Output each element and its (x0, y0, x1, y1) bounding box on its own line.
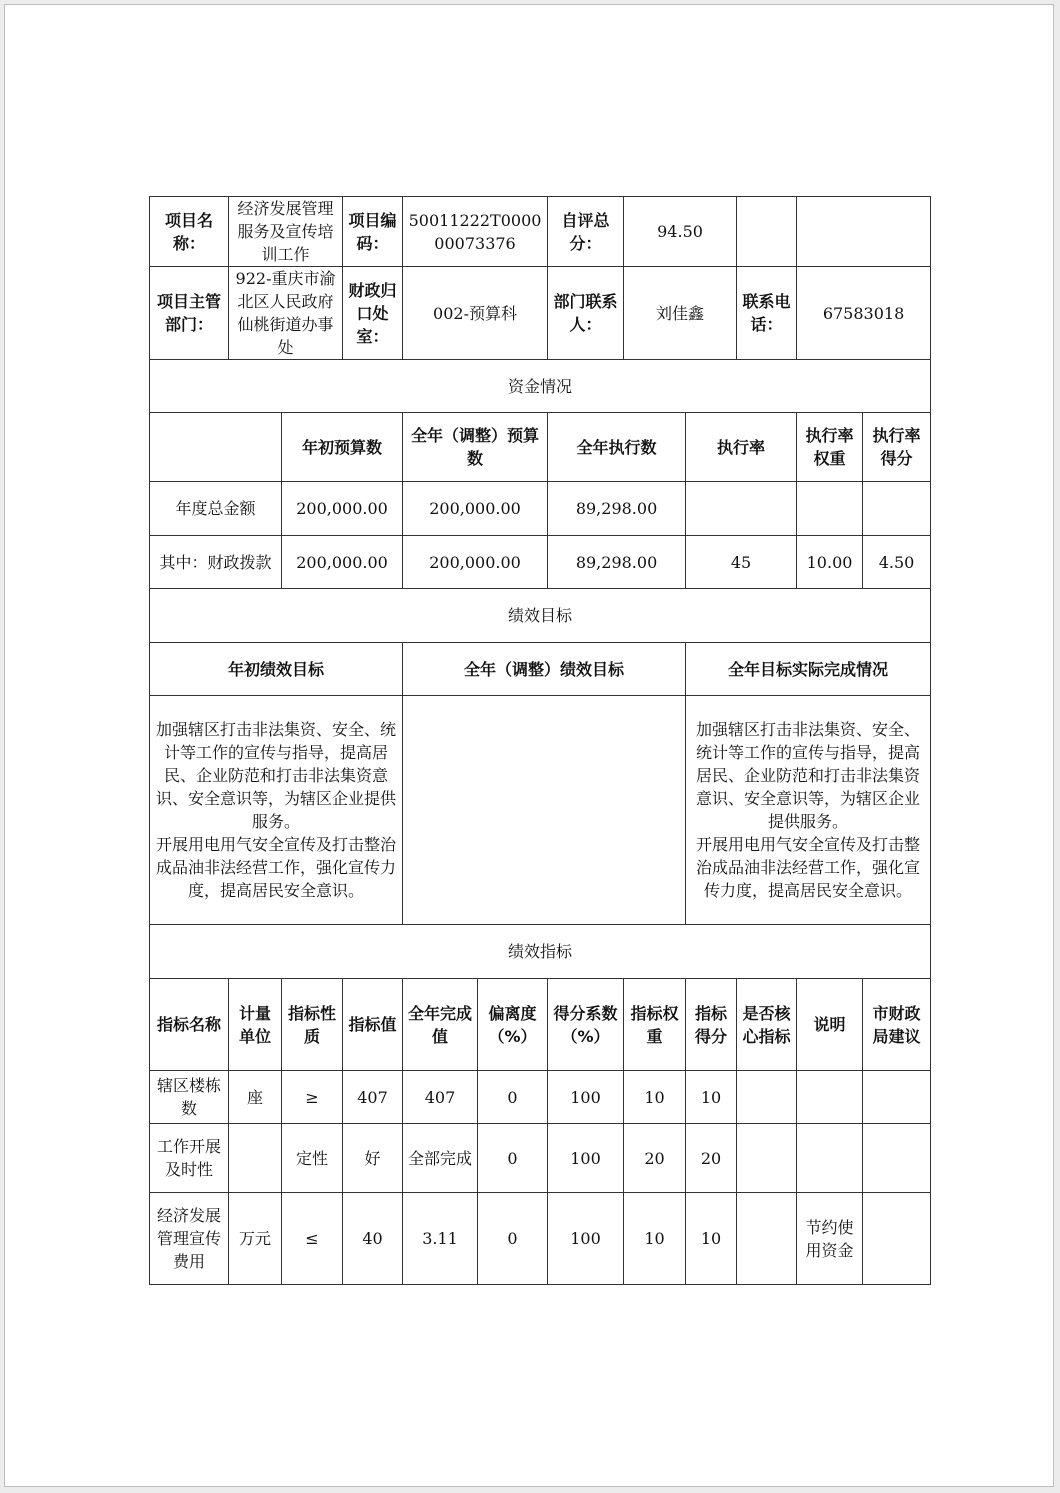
funds-weight: 10.00 (797, 536, 863, 589)
funds-rate (686, 482, 797, 536)
indicator-completed: 407 (403, 1071, 478, 1124)
phone-value: 67583018 (797, 267, 931, 360)
funds-row (150, 482, 931, 536)
funds-initial: 200,000.00 (282, 536, 403, 589)
indicator-header: 市财政局建议 (863, 979, 931, 1071)
project-name-label: 项目名称： (150, 197, 229, 267)
indicator-note (797, 1124, 863, 1193)
indicator-nature: ≤ (282, 1193, 343, 1285)
indicator-value: 好 (343, 1124, 403, 1193)
funds-row (150, 536, 931, 589)
funds-score (863, 482, 931, 536)
indicator-note: 节约使用资金 (797, 1193, 863, 1285)
indicator-header: 说明 (797, 979, 863, 1071)
funds-section-title: 资金情况 (150, 360, 931, 413)
indicator-core (737, 1124, 797, 1193)
indicator-name: 经济发展管理宣传费用 (150, 1193, 229, 1285)
funds-header-row (150, 413, 931, 482)
dept-label: 项目主管部门： (150, 267, 229, 360)
indicators-section-row (150, 925, 931, 979)
indicator-core (737, 1193, 797, 1285)
indicator-header: 指标性质 (282, 979, 343, 1071)
self-score-value: 94.50 (624, 197, 737, 267)
empty-cell (737, 197, 797, 267)
indicator-deviation: 0 (478, 1124, 548, 1193)
indicator-coefficient: 100 (548, 1071, 624, 1124)
indicator-nature: ≥ (282, 1071, 343, 1124)
funds-header: 执行率得分 (863, 413, 931, 482)
indicators-section-title: 绩效指标 (150, 925, 931, 979)
indicator-note (797, 1071, 863, 1124)
indicator-core (737, 1071, 797, 1124)
indicator-score: 10 (686, 1193, 737, 1285)
funds-executed: 89,298.00 (548, 536, 686, 589)
indicator-value: 407 (343, 1071, 403, 1124)
goals-header: 全年目标实际完成情况 (686, 643, 931, 696)
indicator-header: 是否核心指标 (737, 979, 797, 1071)
indicator-name: 辖区楼栋数 (150, 1071, 229, 1124)
empty-cell (797, 197, 931, 267)
indicator-unit (229, 1124, 282, 1193)
document-page (4, 4, 1054, 1487)
goals-header: 全年（调整）绩效目标 (403, 643, 686, 696)
funds-rate: 45 (686, 536, 797, 589)
indicator-score: 20 (686, 1124, 737, 1193)
indicator-weight: 10 (624, 1071, 686, 1124)
finance-office-value: 002-预算科 (403, 267, 548, 360)
indicator-completed: 3.11 (403, 1193, 478, 1285)
goals-header: 年初绩效目标 (150, 643, 403, 696)
project-code-label: 项目编码： (343, 197, 403, 267)
indicator-unit: 座 (229, 1071, 282, 1124)
funds-executed: 89,298.00 (548, 482, 686, 536)
goals-header-row (150, 643, 931, 696)
indicator-nature: 定性 (282, 1124, 343, 1193)
performance-evaluation-table (149, 196, 931, 1285)
info-row-2 (150, 267, 931, 360)
indicator-score: 10 (686, 1071, 737, 1124)
info-row-1 (150, 197, 931, 267)
indicator-header: 指标权重 (624, 979, 686, 1071)
funds-score: 4.50 (863, 536, 931, 589)
funds-header: 全年执行数 (548, 413, 686, 482)
goals-section-row (150, 589, 931, 643)
indicator-coefficient: 100 (548, 1193, 624, 1285)
empty-cell (150, 413, 282, 482)
funds-header: 年初预算数 (282, 413, 403, 482)
actual-completion-text: 加强辖区打击非法集资、安全、统计等工作的宣传与指导，提高居民、企业防范和打击非法集资意识、安全意识等，为辖区企业提供服务。 开展用电用气安全宣传及打击整治成品油非法经营工作，强化宣传力度，提高居民安全意识。 (686, 696, 931, 925)
indicator-header: 偏离度（%） (478, 979, 548, 1071)
indicator-weight: 20 (624, 1124, 686, 1193)
indicator-completed: 全部完成 (403, 1124, 478, 1193)
funds-header: 全年（调整）预算数 (403, 413, 548, 482)
funds-weight (797, 482, 863, 536)
indicator-header: 全年完成值 (403, 979, 478, 1071)
phone-label: 联系电话： (737, 267, 797, 360)
indicator-deviation: 0 (478, 1193, 548, 1285)
adjusted-goal-text (403, 696, 686, 925)
indicator-coefficient: 100 (548, 1124, 624, 1193)
funds-section-row (150, 360, 931, 413)
indicator-advice (863, 1124, 931, 1193)
funds-adjusted: 200,000.00 (403, 482, 548, 536)
funds-row-label: 年度总金额 (150, 482, 282, 536)
funds-initial: 200,000.00 (282, 482, 403, 536)
indicator-deviation: 0 (478, 1071, 548, 1124)
finance-office-label: 财政归口处室： (343, 267, 403, 360)
indicator-unit: 万元 (229, 1193, 282, 1285)
funds-header: 执行率权重 (797, 413, 863, 482)
indicator-advice (863, 1071, 931, 1124)
indicator-header: 指标名称 (150, 979, 229, 1071)
indicator-advice (863, 1193, 931, 1285)
dept-value: 922-重庆市渝北区人民政府仙桃街道办事处 (229, 267, 343, 360)
indicator-name: 工作开展及时性 (150, 1124, 229, 1193)
indicator-header: 指标得分 (686, 979, 737, 1071)
funds-adjusted: 200,000.00 (403, 536, 548, 589)
contact-label: 部门联系人： (548, 267, 624, 360)
indicator-header: 得分系数（%） (548, 979, 624, 1071)
initial-goal-text: 加强辖区打击非法集资、安全、统计等工作的宣传与指导，提高居民、企业防范和打击非法集资意识、安全意识等，为辖区企业提供服务。 开展用电用气安全宣传及打击整治成品油非法经营工作，强化宣传力度，提高居民安全意识。 (150, 696, 403, 925)
goals-content-row (150, 696, 931, 925)
self-score-label: 自评总分： (548, 197, 624, 267)
goals-section-title: 绩效目标 (150, 589, 931, 643)
indicator-value: 40 (343, 1193, 403, 1285)
contact-value: 刘佳鑫 (624, 267, 737, 360)
project-code-value: 50011222T000000073376 (403, 197, 548, 267)
indicator-row (150, 1193, 931, 1285)
funds-row-label: 其中：财政拨款 (150, 536, 282, 589)
indicators-header-row (150, 979, 931, 1071)
indicator-row (150, 1071, 931, 1124)
indicator-header: 计量单位 (229, 979, 282, 1071)
funds-header: 执行率 (686, 413, 797, 482)
indicator-header: 指标值 (343, 979, 403, 1071)
indicator-weight: 10 (624, 1193, 686, 1285)
project-name-value: 经济发展管理服务及宣传培训工作 (229, 197, 343, 267)
indicator-row (150, 1124, 931, 1193)
